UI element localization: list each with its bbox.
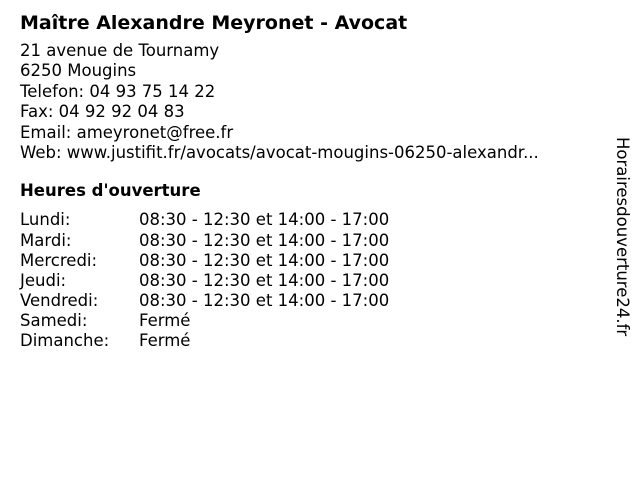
hours-heading: Heures d'ouverture [20,181,201,201]
hours-time-value: 08:30 - 12:30 et 14:00 - 17:00 [139,270,390,290]
fax-line: Fax: 04 92 92 04 83 [20,102,185,122]
address-line-street: 21 avenue de Tournamy [20,41,220,60]
hours-day-label: Samedi: [20,310,88,330]
hours-row-wednesday [20,251,600,271]
hours-row-monday [20,210,600,230]
hours-day-label: Dimanche: [20,331,110,350]
hours-row-thursday [20,271,600,291]
email-line: Email: ameyronet@free.fr [20,122,234,142]
hours-time-value: 08:30 - 12:30 et 14:00 - 17:00 [139,210,390,230]
business-title: Maître Alexandre Meyronet - Avocat [20,12,408,34]
hours-time-value: 08:30 - 12:30 et 14:00 - 17:00 [139,290,390,310]
hours-time-value: Fermé [139,331,191,350]
hours-time-value: 08:30 - 12:30 et 14:00 - 17:00 [139,230,390,250]
phone-line: Telefon: 04 93 75 14 22 [20,81,216,101]
hours-time-value: 08:30 - 12:30 et 14:00 - 17:00 [139,250,390,270]
site-watermark: Horairesdouverture24.fr [613,137,632,337]
hours-row-tuesday [20,231,600,251]
hours-day-label: Mardi: [20,230,72,250]
hours-row-sunday [20,331,600,351]
hours-list [20,210,600,351]
hours-day-label: Jeudi: [20,270,67,290]
web-line: Web: www.justifit.fr/avocats/avocat-mougins-06250-alexandr... [20,143,539,163]
hours-row-friday [20,291,600,311]
hours-day-label: Lundi: [20,210,71,230]
business-card [20,11,600,351]
hours-day-label: Mercredi: [20,250,98,270]
hours-row-saturday [20,311,600,331]
hours-day-label: Vendredi: [20,290,99,310]
address-line-city: 6250 Mougins [20,61,137,81]
hours-time-value: Fermé [139,310,191,330]
